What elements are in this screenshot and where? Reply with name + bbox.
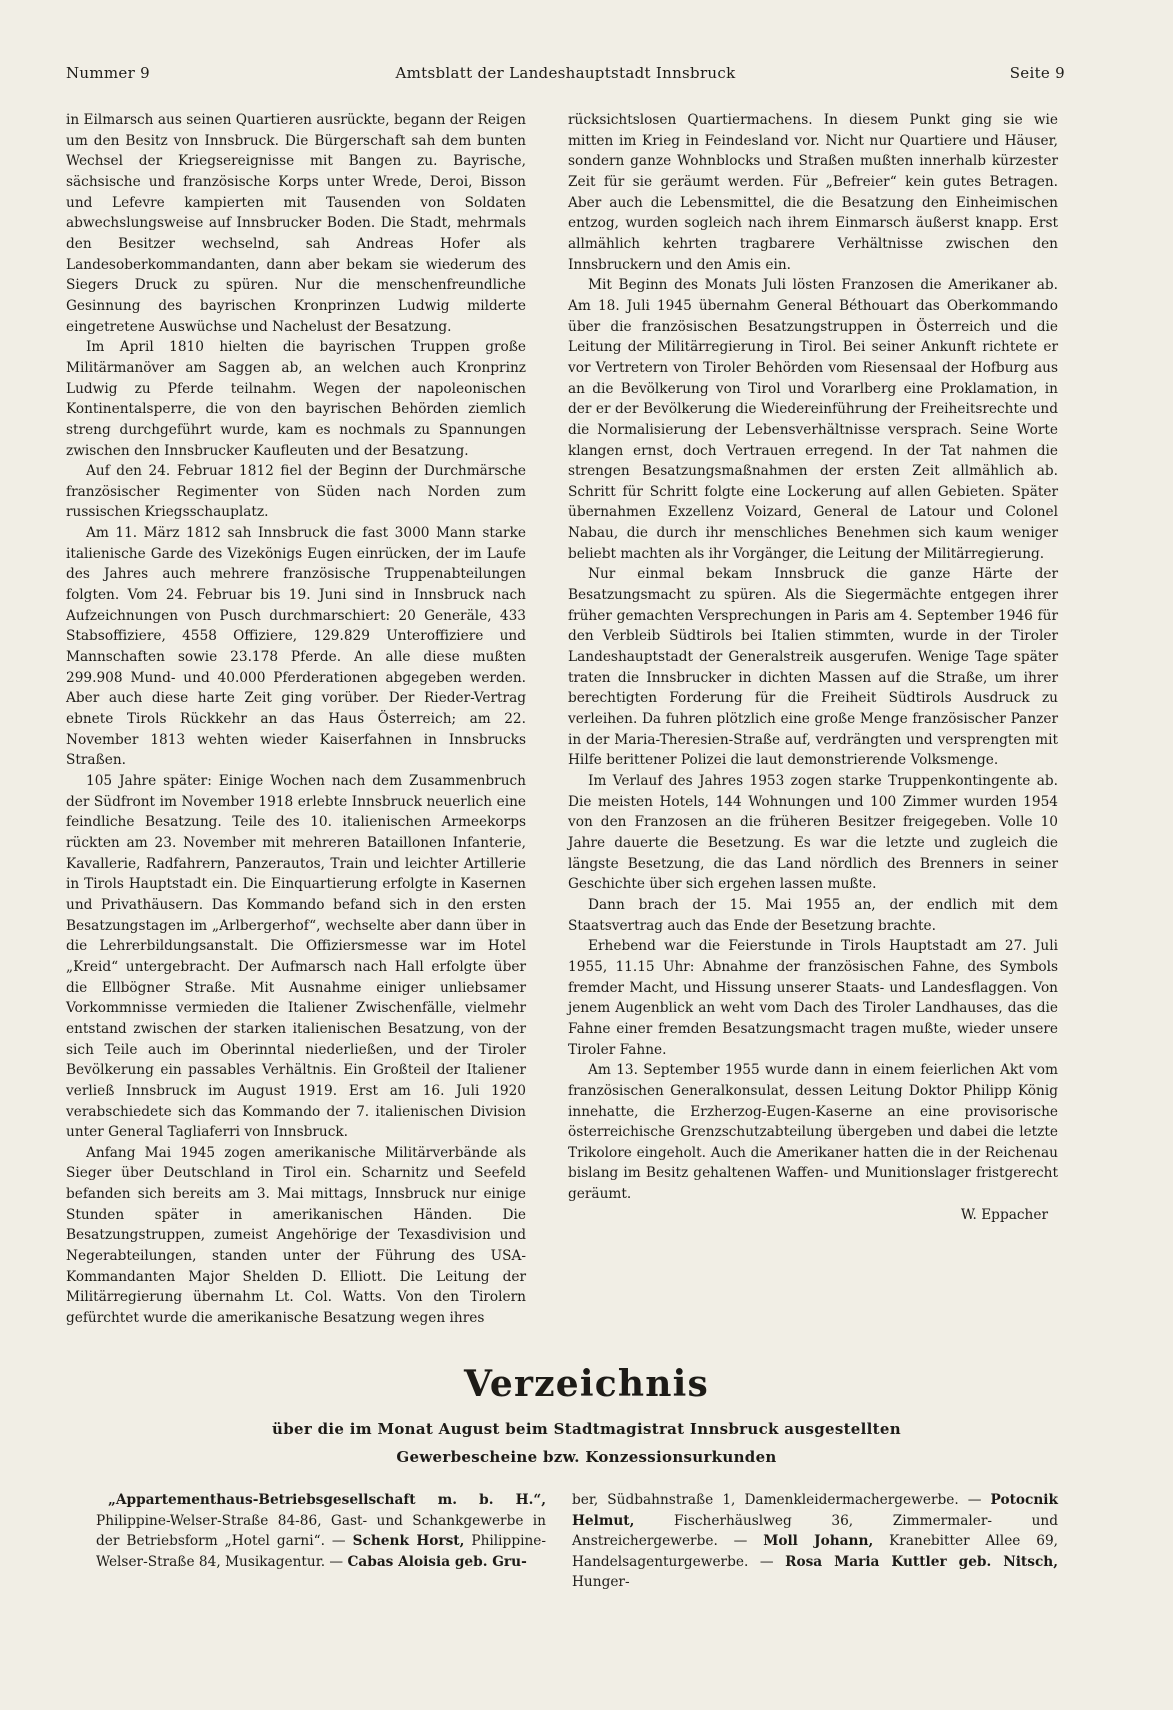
entry-name: Rosa Maria Kuttler geb. Nitsch, <box>785 1553 1058 1570</box>
page-header <box>66 64 1065 90</box>
entry-detail: Philippine-Welser-Straße 84-86, Gast- und Schankgewerbe in der Betriebsform „Hotel garni“. — <box>96 1512 546 1549</box>
entry-detail: Kranebitter Allee 69, Handelsagenturgewerbe. — <box>572 1533 1058 1570</box>
publication-title: Amtsblatt der Landeshauptstadt Innsbruck <box>395 64 736 82</box>
entry-detail: Fischerhäuslweg 36, Zimmermaler- und Anstreichergewerbe. — <box>572 1512 1058 1549</box>
paragraph: rücksichtslosen Quartiermachens. In diesem Punkt ging sie wie mitten im Krieg in Feindesland vor. Nicht nur Quartiere und Häuser, sondern ganze Wohnblocks und Straßen mußten innerhalb kürzester Zeit für sie geräumt werden. Für „Befreier“ kein gutes Betragen. Aber auch die Lebensmittel, die die Besatzung den Einheimischen entzog, wurden sogleich nach ihrem Einmarsch äußerst knapp. Erst allmählich kehrten tragbarere Verhältnisse zwischen den Innsbruckern und den Amis ein. <box>568 112 1058 273</box>
article-right-column <box>568 110 1058 1225</box>
paragraph: Dann brach der 15. Mai 1955 an, der endlich mit dem Staatsvertrag auch das Ende der Besetzung brachte. <box>568 896 1058 934</box>
entry-name: Potocnik Helmut, <box>572 1492 1058 1529</box>
paragraph: Im Verlauf des Jahres 1953 zogen starke Truppenkontingente ab. Die meisten Hotels, 144 Wohnungen und 100 Zimmer wurden 1954 von den Franzosen an die früheren Besitzer freigegeben. Volle 10 Jahre dauerte die Besetzung. Es war die letzte und zugleich die längste Besetzung, die das Land nördlich des Brenners in seiner Geschichte über sich ergehen lassen mußte. <box>568 773 1058 893</box>
entry-name: „Appartementhaus-Betriebsgesellschaft m. b. H.“, <box>108 1492 546 1508</box>
entry-name: Moll Johann, <box>763 1533 874 1549</box>
author-signature: W. Eppacher <box>960 1206 1048 1223</box>
paragraph: Erhebend war die Feierstunde in Tirols Hauptstadt am 27. Juli 1955, 11.15 Uhr: Abnahme der französischen Fahne, des Symbols fremder Macht, und Hissung unserer Staats- und Landesflaggen. Von jenem Augenblick an weht vom Dach des Tiroler Landhauses, das die Fahne einer fremden Besatzungsmacht tragen mußte, wieder unsere Tiroler Fahne. <box>568 938 1058 1058</box>
directory-subtitle: Gewerbescheine bzw. Konzessionsurkunden <box>396 1448 777 1466</box>
directory-right-column <box>572 1490 1058 1593</box>
entry-detail: Hunger- <box>572 1574 630 1590</box>
paragraph: Am 11. März 1812 sah Innsbruck die fast 3000 Mann starke italienische Garde des Vizekönigs Eugen einrücken, der im Laufe des Jahres auch mehrere französische Truppenabteilungen folgten. Vom 24. Februar bis 19. Juni sind in Innsbruck nach Aufzeichnungen von Pusch durchmarschiert: 20 Generäle, 433 Stabsoffiziere, 4558 Offiziere, 129.829 Unteroffiziere und Mannschaften sowie 23.178 Pferde. An alle diese mußten 299.908 Mund- und 40.000 Pferderationen abgegeben werden. Aber auch diese harte Zeit ging vorüber. Der Rieder-Vertrag ebnete Tirols Rückkehr an das Haus Österreich; am 22. November 1813 wehten wieder Kaiserfahnen in Innsbrucks Straßen. <box>66 525 526 769</box>
directory-subtitle: über die im Monat August beim Stadtmagistrat Innsbruck ausgestellten <box>272 1420 901 1438</box>
paragraph: 105 Jahre später: Einige Wochen nach dem Zusammenbruch der Südfront im November 1918 erlebte Innsbruck neuerlich eine feindliche Besatzung. Teile des 10. italienischen Armeekorps rückten am 23. November mit mehreren Bataillonen Infanterie, Kavallerie, Radfahrern, Panzerautos, Train und leichter Artillerie in Tirols Hauptstadt ein. Die Einquartierung erfolgte in Kasernen und Privathäusern. Das Kommando befand sich in den ersten Besatzungstagen im „Arlbergerhof“, wechselte aber dann über in die Lehrerbildungsanstalt. Die Offiziersmesse war im Hotel „Kreid“ untergebracht. Der Aufmarsch nach Hall erfolgte über die Ellbögner Straße. Mit Ausnahme einiger unliebsamer Vorkommnisse vermieden die Italiener Zwischenfälle, vielmehr entstand zwischen der starken italienischen Besatzung, von der sich Teile auch im Oberinntal niederließen, und der Tiroler Bevölkerung ein passables Verhältnis. Ein Großteil der Italiener verließ Innsbruck im August 1919. Erst am 16. Juli 1920 verabschiedete sich das Kommando der 7. italienischen Division unter General Tagliaferri von Innsbruck. <box>66 773 526 1141</box>
entry-name: Cabas Aloisia geb. Gru- <box>347 1553 527 1570</box>
paragraph: Mit Beginn des Monats Juli lösten Franzosen die Amerikaner ab. Am 18. Juli 1945 übernahm General Béthouart das Oberkommando über die französischen Besatzungstruppen in Österreich und die Leitung der Militärregierung in Tirol. Bei seiner Ankunft richtete er vor Vertretern von Tiroler Behörden vom Riesensaal der Hofburg aus an die Bevölkerung von Tirol und Vorarlberg eine Proklamation, in der er der Bevölkerung die Wiedereinführung der Freiheitsrechte und die Normalisierung der Lebensverhältnisse versprach. Seine Worte klangen ernst, doch Vertrauen erregend. In der Tat nahmen die strengen Besatzungsmaßnahmen der ersten Zeit allmählich ab. Schritt für Schritt folgte eine Lockerung auf allen Gebieten. Später übernahmen Exzellenz Voizard, General de Latour und Colonel Nabau, die durch ihr menschliches Benehmen sich kaum weniger beliebt machten als ihr Vorgänger, die Leitung der Militärregierung. <box>568 277 1058 562</box>
directory-entries <box>96 1490 546 1572</box>
paragraph: Anfang Mai 1945 zogen amerikanische Militärverbände als Sieger über Deutschland in Tirol ein. Scharnitz und Seefeld befanden sich bereits am 3. Mai mittags, Innsbruck nur einige Stunden später in amerikanischen Händen. Die Besatzungstruppen, zumeist Angehörige der Texasdivision und Negerabteilungen, standen unter der Führung des USA-Kommandanten Major Shelden D. Elliott. Die Leitung der Militärregierung übernahm Lt. Col. Watts. Von den Tirolern gefürchtet wurde die amerikanische Besatzung wegen ihres <box>66 1144 526 1327</box>
entry-name: Schenk Horst, <box>352 1533 465 1549</box>
paragraph: Nur einmal bekam Innsbruck die ganze Härte der Besatzungsmacht zu spüren. Als die Siegermächte entgegen ihrer früher gemachten Versprechungen in Paris am 4. September 1946 für den Verbleib Südtirols bei Italien stimmten, wurde in der Tiroler Landeshauptstadt der Generalstreik ausgerufen. Wenige Tage später traten die Innsbrucker in dichten Massen auf die Straße, um ihrer berechtigten Forderung für die Freiheit Südtirols Ausdruck zu verleihen. Da fuhren plötzlich eine große Menge französischer Panzer in der Maria-Theresien-Straße auf, verdrängten und versprengten mit Hilfe berittener Polizei die laut demonstrierende Volksmenge. <box>568 566 1058 769</box>
issue-number: Nummer 9 <box>66 64 150 82</box>
paragraph: Im April 1810 hielten die bayrischen Truppen große Militärmanöver am Saggen ab, an welchen auch Kronprinz Ludwig zu Pferde teilnahm. Wegen der napoleonischen Kontinentalsperre, die von den bayrischen Behörden ziemlich streng durchgeführt wurde, kam es nochmals zu Spannungen zwischen den Innsbrucker Kaufleuten und der Besatzung. <box>66 339 526 459</box>
directory-entries <box>572 1490 1058 1593</box>
directory-title: Verzeichnis <box>464 1363 709 1405</box>
entry-detail: Philippine-Welser-Straße 84, Musikagentur. — <box>96 1533 546 1570</box>
directory-left-column <box>96 1490 546 1572</box>
page-number: Seite 9 <box>1009 64 1065 82</box>
paragraph: Auf den 24. Februar 1812 fiel der Beginn der Durchmärsche französischer Regimenter von Süden nach Norden zum russischen Kriegsschauplatz. <box>66 463 526 521</box>
article-left-column <box>66 110 526 1329</box>
paragraph: in Eilmarsch aus seinen Quartieren ausrückte, begann der Reigen um den Besitz von Innsbruck. Die Bürgerschaft sah dem bunten Wechsel der Kriegsereignisse mit Bangen zu. Bayrische, sächsische und französische Korps unter Wrede, Deroi, Bisson und Lefevre kampierten mit Tausenden von Soldaten abwechslungsweise auf Innsbrucker Boden. Die Stadt, mehrmals den Besitzer wechselnd, sah Andreas Hofer als Landesoberkommandanten, dann aber bekam sie wiederum des Siegers Druck zu spüren. Nur die menschenfreundliche Gesinnung des bayrischen Kronprinzen Ludwig milderte eingetretene Auswüchse und Nachelust der Besatzung. <box>66 112 526 335</box>
paragraph: Am 13. September 1955 wurde dann in einem feierlichen Akt vom französischen Generalkonsulat, dessen Leitung Doktor Philipp König innehatte, die Erzherzog-Eugen-Kaserne an eine provisorische österreichische Grenzschutzabteilung übergeben und dabei die letzte Trikolore eingeholt. Auch die Amerikaner hatten die in der Reichenau bislang im Besitz gehaltenen Waffen- und Munitionslager fristgerecht geräumt. <box>568 1062 1058 1203</box>
entry-detail: ber, Südbahnstraße 1, Damenkleidermachergewerbe. — <box>572 1492 991 1508</box>
